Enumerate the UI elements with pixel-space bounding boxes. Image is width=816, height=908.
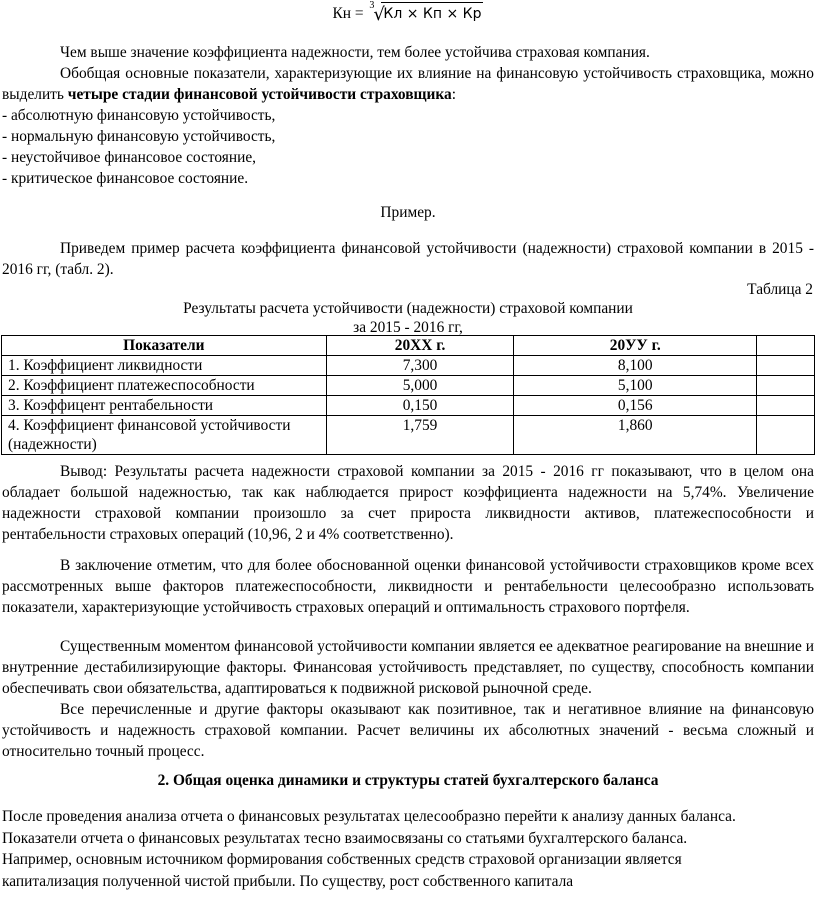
- row-value-2: 8,100: [514, 356, 757, 376]
- row-value-1: 5,000: [326, 376, 514, 396]
- table-header-row: [2, 336, 815, 356]
- radical-sign-icon: √: [373, 4, 385, 25]
- formula-radicand: Кл × Кп × Кр: [381, 2, 483, 25]
- row-value-1: 1,759: [326, 416, 514, 455]
- row-label: 3. Коэффицент рентабельности: [2, 396, 327, 416]
- table-row: [2, 396, 815, 416]
- table-title-1: Результаты расчета устойчивости (надежности) страховой компании: [183, 300, 633, 317]
- row-label: 4. Коэффициент финансовой устойчивости (надежности): [2, 416, 327, 455]
- reliability-formula: [0, 2, 816, 25]
- list-item: - нормальную финансовую устойчивость,: [2, 128, 276, 145]
- paragraph-8-line: капитализация полученной чистой прибыли. По существу, рост собственного капитала: [2, 872, 574, 890]
- paragraph-2: [2, 63, 814, 105]
- paragraph-3: Приведем пример расчета коэффициента финансовой устойчивости (надежности) страховой компании в 2015 - 2016 гг, (табл. 2).: [2, 240, 814, 278]
- row-value-1: 0,150: [326, 396, 514, 416]
- header-indicators: Показатели: [2, 336, 327, 356]
- row-empty-cell: [757, 356, 815, 376]
- paragraph-5: В заключение отметим, что для более обоснованной оценки финансовой устойчивости страховщиков кроме всех рассмотренных выше факторов платежеспособности, ликвидности и рентабельности целесообразно использовать показатели, характеризующие устойчивость страховых операций и оптимальность страхового портфеля.: [2, 557, 814, 616]
- list-item: - критическое финансовое состояние.: [2, 170, 249, 187]
- header-year-1: 20XX г.: [326, 336, 514, 356]
- section-heading-text: 2. Общая оценка динамики и структуры статей бухгалтерского баланса: [157, 772, 659, 789]
- paragraph-2-bold: четыре стадии финансовой устойчивости страховщика: [67, 86, 452, 103]
- table-row: [2, 416, 815, 455]
- root-index: 3: [369, 0, 375, 11]
- table-row: [2, 376, 815, 396]
- paragraph-8-line: Например, основным источником формирования собственных средств страховой организации является: [2, 851, 682, 868]
- paragraph-1: Чем выше значение коэффициента надежности, тем более устойчива страховая компания.: [60, 44, 650, 61]
- paragraph-8-line: Показатели отчета о финансовых результатах тесно взаимосвязаны со статьями бухгалтерского баланса.: [2, 829, 688, 847]
- paragraph-conclusion: Вывод: Результаты расчета надежности страховой компании за 2015 - 2016 гг показывают, что в целом она обладает большой надежностью, так как наблюдается прирост коэффициента надежности на 5,74%. Увеличение надежности страховой компании произошло за счет прироста ликвидности активов, платежеспособности и рентабельности страховых операций (10,96, 2 и 4% соответственно).: [2, 463, 814, 543]
- row-value-2: 0,156: [514, 396, 757, 416]
- results-table: [1, 335, 815, 455]
- table-row: [2, 356, 815, 376]
- section-heading: [2, 770, 814, 791]
- header-empty: [757, 336, 815, 356]
- cube-root: [367, 2, 483, 25]
- paragraph-6: Существенным моментом финансовой устойчивости компании является ее адекватное реагирование на внешние и внутренние дестабилизирующие факторы. Финансовая устойчивость представляет, по существу, способность компании обеспечивать свои обязательства, адаптироваться к подвижной рисковой рыночной среде.: [2, 638, 814, 697]
- header-year-2: 20УУ г.: [514, 336, 757, 356]
- table-title-2: за 2015 - 2016 гг,: [353, 319, 463, 336]
- paragraph-7: Все перечисленные и другие факторы оказывают как позитивное, так и негативное влияние на финансовую устойчивость и надежность страховой компании. Расчет величины их абсолютных значений - весьма сложный и относительно точный процесс.: [2, 701, 814, 760]
- row-empty-cell: [757, 396, 815, 416]
- table-label: Таблица 2: [747, 281, 813, 298]
- row-value-2: 1,860: [514, 416, 757, 455]
- row-label: 2. Коэффициент платежеспособности: [2, 376, 327, 396]
- stages-list: [2, 105, 814, 189]
- row-empty-cell: [757, 376, 815, 396]
- row-value-1: 7,300: [326, 356, 514, 376]
- example-title: Пример.: [380, 204, 436, 221]
- paragraph-8-line: После проведения анализа отчета о финансовых результатах целесообразно перейти к анализу данных баланса.: [2, 808, 736, 825]
- formula-lhs: Кн =: [332, 5, 368, 22]
- list-item: - абсолютную финансовую устойчивость,: [2, 107, 276, 124]
- paragraph-2-colon: :: [451, 86, 457, 103]
- paragraph-2-text: Обобщая основные показатели, характеризующие их влияние на финансовую устойчивость страховщика, можно выделить: [2, 65, 814, 103]
- list-item: - неустойчивое финансовое состояние,: [2, 149, 256, 166]
- row-label: 1. Коэффициент ликвидности: [2, 356, 327, 376]
- row-empty-cell: [757, 416, 815, 455]
- row-value-2: 5,100: [514, 376, 757, 396]
- paragraph-8: [2, 806, 814, 892]
